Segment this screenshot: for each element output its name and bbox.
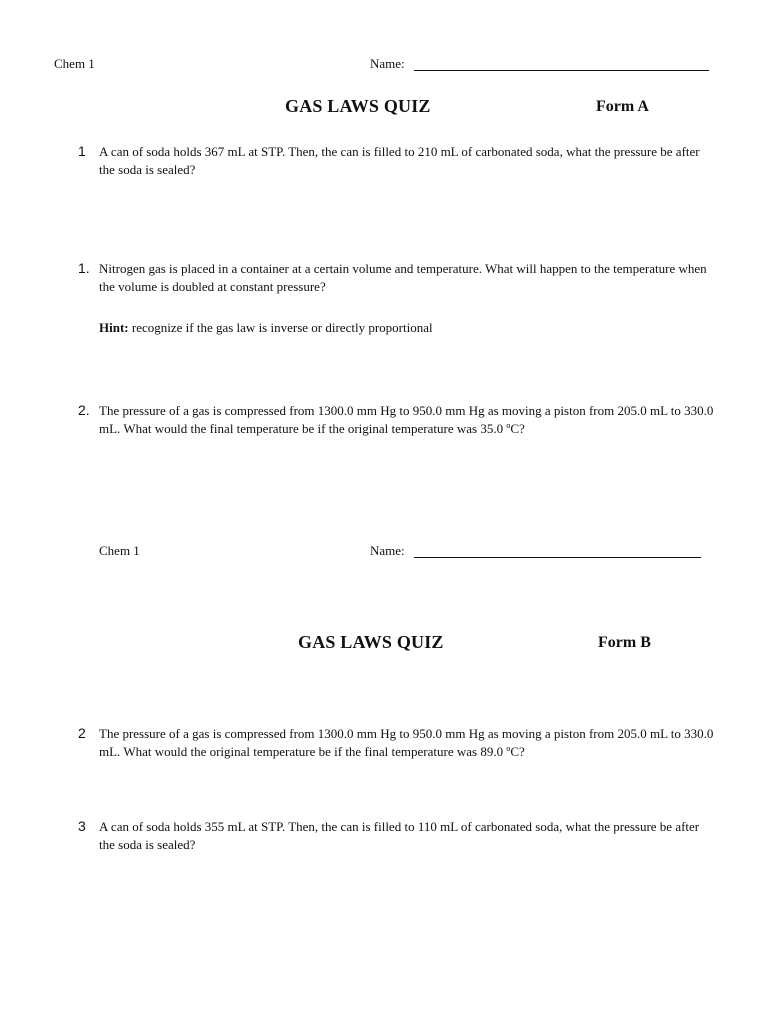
form-a-question-number: 1 bbox=[78, 143, 86, 159]
hint-text: recognize if the gas law is inverse or directly proportional bbox=[128, 320, 433, 335]
form-a-question-text: The pressure of a gas is compressed from 1300.0 mm Hg to 950.0 mm Hg as moving a piston from 205.0 mL to 330.0 mL. What would the final temperature be if the original temperature was 35.0 ºC? bbox=[99, 403, 714, 436]
form-b-name-field[interactable] bbox=[414, 543, 701, 558]
form-b-quiz-title: GAS LAWS QUIZ bbox=[298, 632, 444, 652]
form-a-hint bbox=[99, 319, 433, 337]
form-a-course: Chem 1 bbox=[54, 56, 95, 71]
form-b-form-label: Form B bbox=[598, 634, 651, 651]
form-a-question-text: Nitrogen gas is placed in a container at a certain volume and temperature. What will happen to the temperature when the volume is doubled at constant pressure? bbox=[99, 261, 707, 294]
form-a-name-field[interactable] bbox=[414, 56, 709, 71]
form-b-question-text: The pressure of a gas is compressed from 1300.0 mm Hg to 950.0 mm Hg as moving a piston from 205.0 mL to 330.0 mL. What would the original temperature be if the final temperature was 89.0 ºC? bbox=[99, 726, 714, 759]
form-a-question-text: A can of soda holds 367 mL at STP. Then, the can is filled to 210 mL of carbonated soda, what the pressure be after the soda is sealed? bbox=[99, 144, 700, 177]
form-b-name-label: Name: bbox=[370, 543, 405, 558]
form-b-question-text: A can of soda holds 355 mL at STP. Then, the can is filled to 110 mL of carbonated soda, what the pressure be after the soda is sealed? bbox=[99, 819, 700, 852]
form-b-question-number: 2 bbox=[78, 725, 86, 741]
form-a-form-label: Form A bbox=[596, 98, 649, 115]
form-b-course: Chem 1 bbox=[99, 543, 140, 558]
hint-label: Hint: bbox=[99, 320, 129, 335]
form-a-quiz-title: GAS LAWS QUIZ bbox=[285, 96, 431, 116]
form-a-name-label: Name: bbox=[370, 56, 405, 71]
form-a-question-number: 2. bbox=[78, 402, 90, 418]
form-a-question-number: 1. bbox=[78, 260, 90, 276]
form-b-question-number: 3 bbox=[78, 818, 86, 834]
